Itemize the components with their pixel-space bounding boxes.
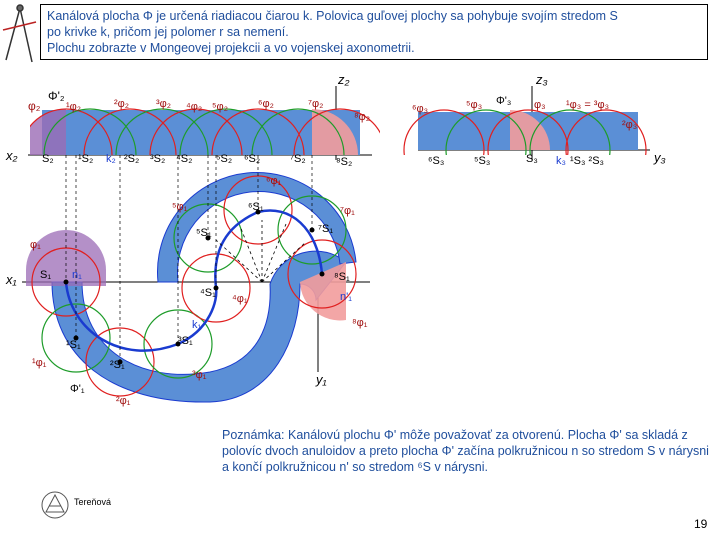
- label-phi3-2: ²φ₃: [622, 119, 638, 131]
- front-view: [5, 72, 386, 201]
- label-S2-8: ⁸S₂: [336, 156, 353, 168]
- label-phi2-8: ⁸φ₂: [354, 111, 371, 123]
- front-start-halfdisc: [20, 109, 66, 155]
- label-phi3-prime: Φ'₃: [496, 95, 512, 107]
- label-S1-3: ³S₁: [178, 335, 193, 347]
- label-phi1-1: ¹φ₁: [32, 357, 47, 369]
- label-phi1: φ₁: [30, 239, 41, 251]
- note-text: Kanálovú plochu Φ' môže považovať za otvorenú. Plocha Φ' sa skladá z polovíc dvoch anuloidov a preto plocha Φ' začína polkružnicou n so stredom S v nárysni a končí polkružnicou n' so stredom ⁶S v nárysni.: [222, 428, 709, 474]
- label-phi1-4: ⁴φ₁: [232, 293, 248, 305]
- label-phi3-13: ¹φ₃ = ³φ₃: [566, 99, 610, 111]
- page-number: 19: [694, 517, 708, 531]
- label-S1-5: ⁵S₁: [196, 227, 212, 239]
- label-phi1-5: ⁵φ₁: [172, 201, 188, 213]
- label-phi1-8: ⁸φ₁: [352, 317, 368, 329]
- label-k3: k₃: [556, 155, 566, 167]
- label-phi3-6: ⁶φ₃: [412, 103, 429, 115]
- label-k1: k₁: [192, 319, 202, 331]
- label-phi3: φ₃: [534, 99, 546, 111]
- label-S1-6: ⁶S₁: [248, 201, 264, 213]
- note-label: Poznámka:: [222, 428, 285, 442]
- task-line-3: Plochu zobrazte v Mongeovej projekcii a vo vojenskej axonometrii.: [47, 41, 415, 55]
- label-n1-prime: n'₁: [340, 291, 352, 303]
- label-S2-3: ³S₂: [150, 153, 166, 165]
- point-S1-8: [320, 272, 325, 277]
- label-phi2-6: ⁶φ₂: [258, 98, 274, 110]
- label-S1-2: ²S₁: [110, 359, 125, 371]
- compass-icon: [3, 5, 36, 62]
- task-line-2: po krivke k, pričom jej polomer r sa nemení.: [47, 25, 289, 39]
- ray-2: [240, 226, 262, 282]
- author-name: Tereňová: [74, 497, 112, 507]
- label-S1-7: ⁷S₁: [318, 223, 334, 235]
- label-k2: k₂: [106, 153, 116, 165]
- side-view: [404, 72, 666, 190]
- label-phi1-3: ³φ₁: [192, 369, 207, 381]
- label-phi2-5: ⁵φ₂: [212, 101, 228, 113]
- label-y1: y₁: [316, 372, 327, 387]
- label-phi2: φ₂: [28, 99, 41, 113]
- label-phi1-7: ⁷φ₁: [340, 205, 355, 217]
- label-S2-2: ²S₂: [124, 153, 140, 165]
- note: [222, 427, 712, 475]
- label-S2-7: ⁷S₂: [290, 153, 306, 165]
- label-S2-1: ¹S₂: [78, 153, 94, 165]
- label-S2-4: ⁴S₂: [176, 153, 193, 165]
- label-S1-8: ⁸S₁: [334, 271, 350, 283]
- label-phi2-4: ⁴φ₂: [186, 101, 203, 113]
- label-n1: n₁: [72, 269, 82, 281]
- ray-1: [216, 240, 262, 282]
- label-y3: y₃: [654, 150, 666, 165]
- label-phi2-3: ³φ₂: [156, 98, 172, 110]
- label-S3: S₃: [526, 153, 538, 165]
- label-S2-5: ⁵S₂: [216, 153, 233, 165]
- label-z3: z₃: [536, 72, 548, 87]
- label-S3-5: ⁵S₃: [474, 155, 491, 167]
- label-phi2-prime: Φ'₂: [48, 89, 65, 103]
- label-phi1-2: ²φ₁: [116, 395, 131, 407]
- label-phi1-6: ⁶φ₁: [266, 175, 282, 187]
- label-S3-6: ⁶S₃: [428, 155, 445, 167]
- top-view: [5, 155, 370, 407]
- label-S2: S₂: [42, 153, 54, 165]
- label-S2-6: ⁶S₂: [244, 153, 261, 165]
- task-line-1: Kanálová plocha Φ je určená riadiacou čiarou k. Polovica guľovej plochy sa pohybuje svojím stredom S: [47, 9, 618, 23]
- label-S3-13: ¹S₃ ²S₃: [570, 155, 605, 167]
- label-z2: z₂: [338, 72, 350, 87]
- label-phi2-7: ⁷φ₂: [308, 98, 324, 110]
- label-phi2-2: ²φ₂: [114, 98, 130, 110]
- label-S1: S₁: [40, 269, 52, 281]
- label-phi3-5: ⁵φ₃: [466, 99, 483, 111]
- label-phi2-1: ¹φ₂: [66, 101, 82, 113]
- label-S1-4: ⁴S₁: [200, 287, 216, 299]
- label-x1: x₁: [6, 272, 17, 287]
- label-S1-1: ¹S₁: [66, 339, 81, 351]
- label-x2: x₂: [6, 148, 18, 163]
- author-logo: [40, 490, 70, 520]
- label-phi1-prime: Φ'₁: [70, 383, 85, 395]
